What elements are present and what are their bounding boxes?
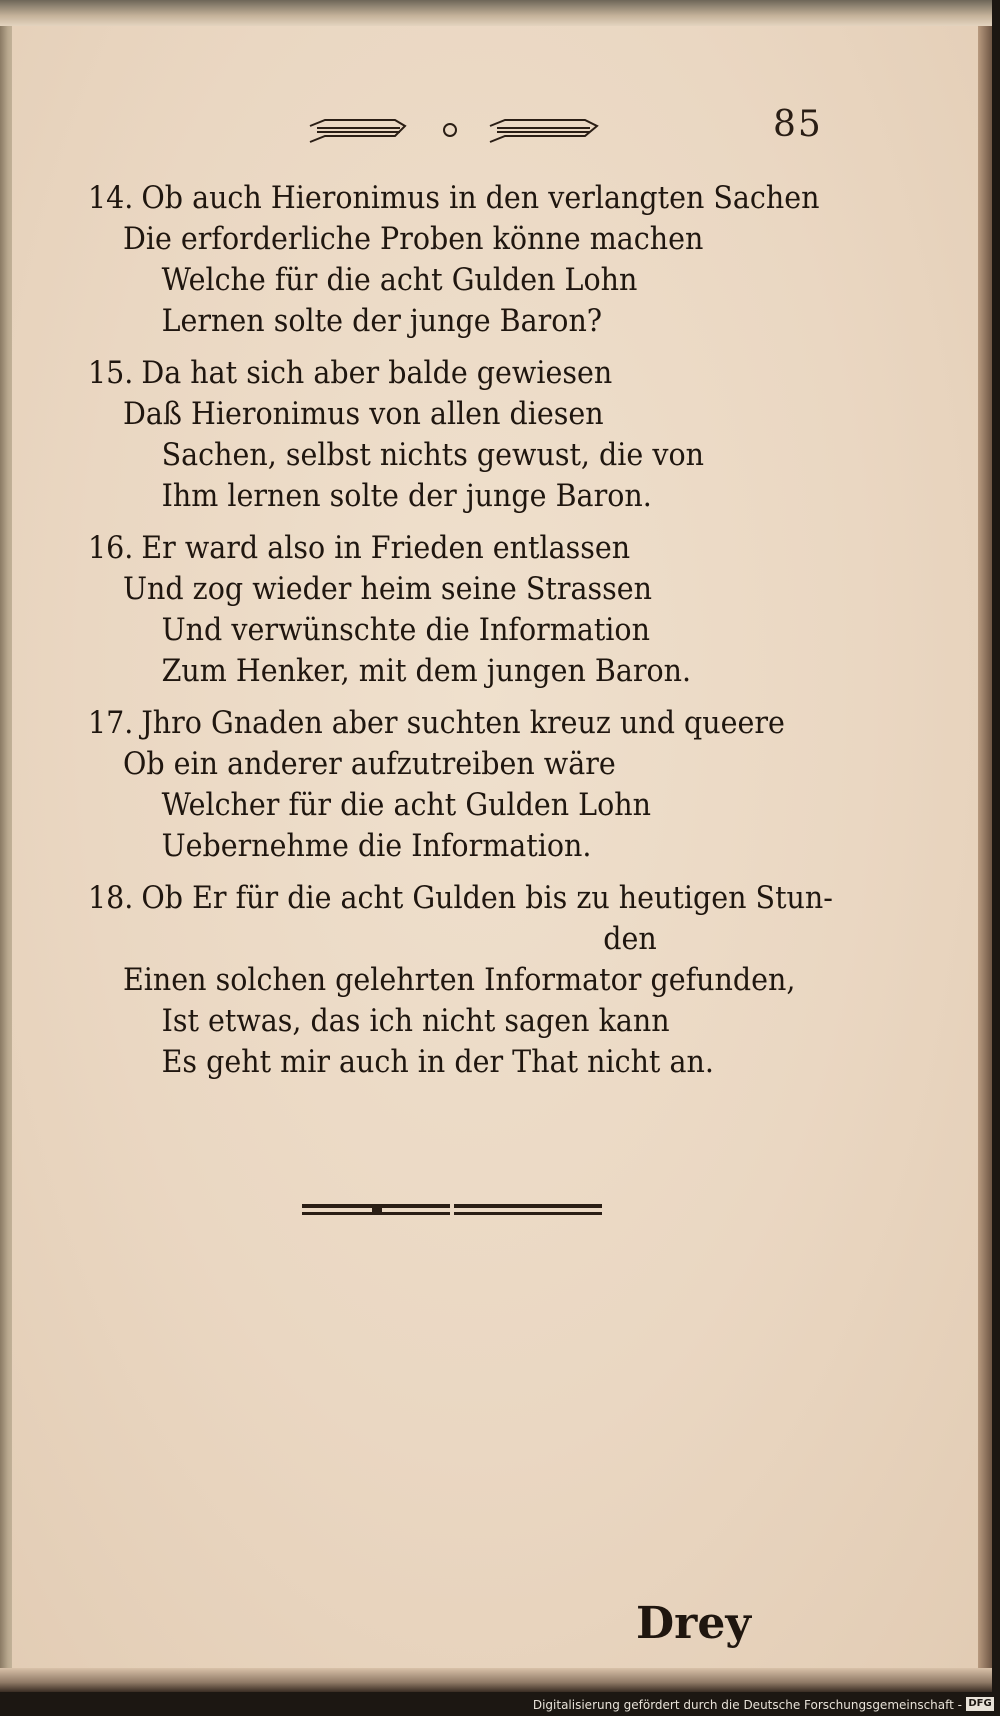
stanza-18	[88, 878, 833, 1083]
stanza-number: 14.	[88, 180, 134, 216]
stanza-number: 16.	[88, 530, 134, 566]
verse-line: Und verwünschte die Information	[161, 612, 650, 648]
stanza-line	[88, 703, 787, 744]
catchword: Drey	[636, 1598, 751, 1649]
stanza-17	[88, 703, 787, 867]
verse-line: Einen solchen gelehrten Informator gefunden,	[122, 962, 796, 998]
verse-line: Ob auch Hieronimus in den verlangten Sachen	[141, 180, 820, 216]
verse-line: Welche für die acht Gulden Lohn	[161, 262, 638, 298]
verse-line: Sachen, selbst nichts gewust, die von	[161, 437, 705, 473]
stanza-line	[88, 528, 787, 569]
stanza-number: 18.	[88, 880, 134, 916]
verse-line: Ihm lernen solte der junge Baron.	[161, 478, 652, 514]
verse-line: Ob Er für die acht Gulden bis zu heutigen Stun-	[141, 880, 833, 916]
verse-line-continuation: den	[603, 921, 657, 957]
stanza-number: 17.	[88, 705, 134, 741]
verse-line: Er ward also in Frieden entlassen	[141, 530, 631, 566]
verse-line: Welcher für die acht Gulden Lohn	[161, 787, 652, 823]
page-top-edge	[0, 0, 992, 26]
verse-line: Da hat sich aber balde gewiesen	[141, 355, 613, 391]
header-ornament-icon	[305, 112, 605, 152]
stanza-line	[88, 878, 833, 919]
poem-text	[88, 178, 833, 1094]
verse-line: Daß Hieronimus von allen diesen	[122, 396, 604, 432]
page-number: 85	[773, 104, 823, 145]
stanza-16	[88, 528, 787, 692]
stanza-line	[88, 178, 820, 219]
verse-line: Und zog wieder heim seine Strassen	[122, 571, 653, 607]
verse-line: Es geht mir auch in der That nicht an.	[161, 1044, 714, 1080]
verse-line: Die erforderliche Proben könne machen	[122, 221, 704, 257]
verse-line: Uebernehme die Information.	[161, 828, 592, 864]
verse-line: Lernen solte der junge Baron?	[161, 303, 603, 339]
page-right-edge	[978, 26, 992, 1668]
verse-line: Jhro Gnaden aber suchten kreuz und queere	[141, 705, 785, 741]
verse-line: Ob ein anderer aufzutreiben wäre	[122, 746, 616, 782]
verse-line: Ist etwas, das ich nicht sagen kann	[161, 1003, 670, 1039]
funding-credit: Digitalisierung gefördert durch die Deutsche Forschungsgemeinschaft -	[532, 1698, 962, 1712]
end-rule-ornament-icon	[302, 1196, 602, 1226]
verse-line: Zum Henker, mit dem jungen Baron.	[161, 653, 692, 689]
page-bottom-edge	[0, 1668, 992, 1692]
stanza-14	[88, 178, 820, 342]
stanza-15	[88, 353, 787, 517]
stanza-line	[88, 353, 787, 394]
dfg-logo-icon: DFG	[966, 1697, 994, 1711]
stanza-number: 15.	[88, 355, 134, 391]
